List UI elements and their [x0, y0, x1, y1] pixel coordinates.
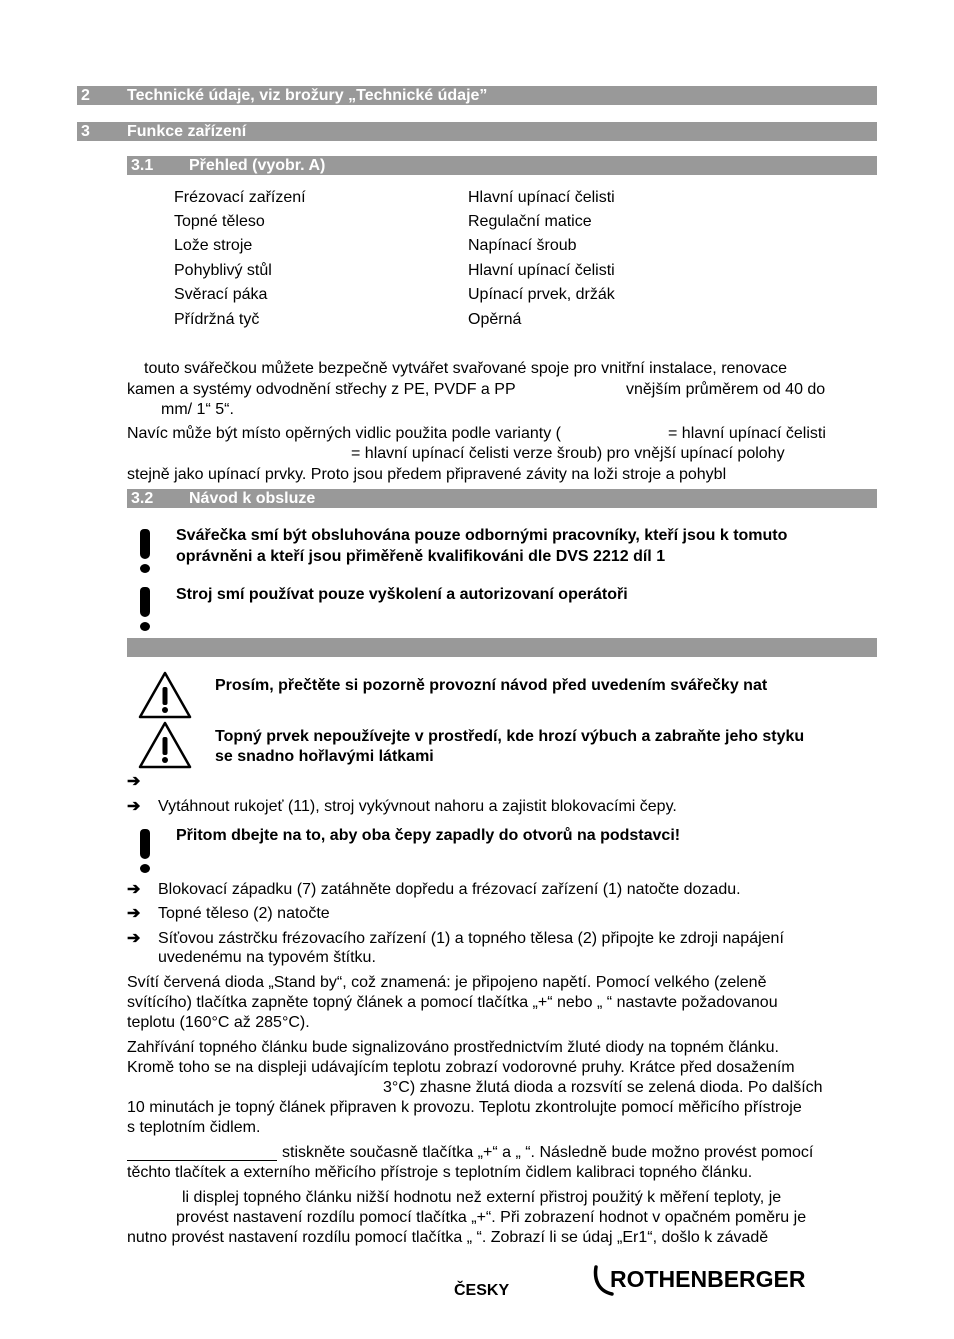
body-paragraph-line: teplotu (160°C až 285°C).	[127, 1014, 310, 1031]
intro-paragraph-line: stejně jako upínací prvky. Proto jsou předem připravené závity na loži stroje a pohybl	[127, 466, 727, 483]
intro-paragraph-line: Navíc může být místo opěrných vidlic použita podle varianty (	[127, 425, 561, 442]
overview-right-item: Opěrná	[468, 311, 522, 328]
intro-paragraph-line: vnějším průměrem od 40 do	[626, 381, 826, 398]
section-separator-bar	[127, 638, 877, 657]
section-3-1-number: 3.1	[131, 157, 154, 174]
warning-text-line: Prosím, přečtěte si pozorně provozní návod před uvedením svářečky nat	[215, 677, 768, 694]
step-text: Síťovou zástrčku frézovacího zařízení (1) a topného tělesa (2) připojte ke zdroji napájení	[158, 930, 784, 947]
intro-paragraph-line: touto svářečkou můžete bezpečně vytvářet svařované spoje pro vnitřní instalace, renovace	[144, 360, 788, 377]
body-paragraph-line: těchto tlačítek a externího měřicího přístroje s teplotním čidlem kalibraci topného článku.	[127, 1164, 753, 1181]
body-paragraph-line: nutno provést nastavení rozdílu pomocí tlačítka „ “. Zobrazí li se údaj „Er1“, došlo k závadě	[127, 1229, 769, 1246]
section-3-header	[77, 122, 877, 141]
section-3-2-number: 3.2	[131, 490, 154, 507]
body-paragraph-line: 10 minutách je topný článek připraven k provozu. Teplotu zkontrolujte pomocí měřicího přístroje	[127, 1099, 802, 1116]
warning-text-line: oprávněni a kteří jsou přiměřeně kvalifikováni dle DVS 2212 díl 1	[176, 548, 666, 565]
body-paragraph-line: svítícího) tlačítka zapněte topný článek a pomocí tlačítka „+“ nebo „ “ nastavte požadovanou	[127, 994, 778, 1011]
rothenberger-logo-icon	[592, 1263, 830, 1299]
section-2-number: 2	[81, 87, 90, 104]
warning-text-line: Přitom dbejte na to, aby oba čepy zapadly do otvorů na podstavci!	[176, 827, 681, 844]
intro-paragraph-line: = hlavní upínací čelisti verze šroub) pro vnější upínací polohy	[351, 445, 785, 462]
section-3-2-title: Návod k obsluze	[189, 490, 316, 507]
step-text: Vytáhnout rukojeť (11), stroj vykývnout nahoru a zajistit blokovacími čepy.	[158, 798, 677, 815]
warning-text-line: Svářečka smí být obsluhována pouze odbornými pracovníky, kteří jsou k tomuto	[176, 527, 788, 544]
warning-triangle-icon	[137, 670, 193, 720]
intro-paragraph-line: mm/ 1“ 5“.	[161, 401, 234, 418]
body-paragraph-line: 3°C) zhasne žlutá dioda a rozsvítí se zelená dioda. Po dalších	[383, 1079, 823, 1096]
warning-triangle-icon	[137, 720, 193, 770]
overview-left-item: Přídržná tyč	[174, 311, 260, 328]
step-text: Topné těleso (2) natočte	[158, 905, 330, 922]
warning-text-line: Stroj smí používat pouze vyškolení a autorizovaní operátoři	[176, 586, 628, 603]
body-paragraph-line: Kromě toho se na displeji udávajícím teplotu zobrazí vodorovné pruhy. Krátce před dosažením	[127, 1059, 795, 1076]
section-3-title: Funkce zařízení	[127, 123, 247, 140]
arrow-right-icon: ➔	[127, 773, 141, 790]
overview-right-item: Hlavní upínací čelisti	[468, 189, 615, 206]
overview-left-item: Pohyblivý stůl	[174, 262, 272, 279]
body-paragraph-line: s teplotním čidlem.	[127, 1119, 261, 1136]
overview-right-item: Upínací prvek, držák	[468, 286, 615, 303]
overview-left-item: Lože stroje	[174, 237, 253, 254]
overview-left-item: Topné těleso	[174, 213, 265, 230]
arrow-right-icon: ➔	[127, 930, 141, 947]
intro-paragraph-line: kamen a systémy odvodnění střechy z PE, PVDF a PP	[127, 381, 516, 398]
section-2-header	[77, 86, 877, 105]
section-3-number: 3	[81, 123, 90, 140]
exclamation-icon	[138, 529, 152, 575]
overview-right-item: Napínací šroub	[468, 237, 577, 254]
body-paragraph-line: provést nastavení rozdílu pomocí tlačítka „+“. Při zobrazení hodnot v opačném poměru je	[176, 1209, 807, 1226]
exclamation-icon	[138, 587, 152, 633]
section-2-title: Technické údaje, viz brožury „Technické údaje”	[127, 87, 488, 104]
section-3-2-header	[127, 489, 877, 508]
arrow-right-icon: ➔	[127, 905, 141, 922]
intro-paragraph-line: = hlavní upínací čelisti	[668, 425, 826, 442]
body-paragraph-line: stiskněte současně tlačítka „+“ a „ “. Následně bude možno provést pomocí	[282, 1144, 814, 1161]
body-paragraph-line: Svítí červená dioda „Stand by“, což znamená: je připojeno napětí. Pomocí velkého (zeleně	[127, 974, 767, 991]
arrow-right-icon: ➔	[127, 881, 141, 898]
exclamation-icon	[138, 829, 152, 875]
overview-right-item: Regulační matice	[468, 213, 592, 230]
body-paragraph-line: li displej topného článku nižší hodnotu než externí přistroj použitý k měření teploty, je	[182, 1189, 782, 1206]
section-3-1-header	[127, 156, 877, 175]
underline-blank	[127, 1160, 277, 1161]
step-text: uvedenému na typovém štítku.	[158, 949, 376, 966]
overview-left-item: Frézovací zařízení	[174, 189, 306, 206]
footer-language: ČESKY	[454, 1282, 510, 1299]
warning-text-line: se snadno hořlavými látkami	[215, 748, 434, 765]
warning-text-line: Topný prvek nepoužívejte v prostředí, kde hrozí výbuch a zabraňte jeho styku	[215, 728, 805, 745]
section-3-1-title: Přehled (vyobr. A)	[189, 157, 326, 174]
step-text: Blokovací západku (7) zatáhněte dopředu a frézovací zařízení (1) natočte dozadu.	[158, 881, 741, 898]
arrow-right-icon: ➔	[127, 798, 141, 815]
overview-left-item: Svěrací páka	[174, 286, 268, 303]
overview-right-item: Hlavní upínací čelisti	[468, 262, 615, 279]
body-paragraph-line: Zahřívání topného článku bude signalizováno prostřednictvím žluté diody na topném článku.	[127, 1039, 779, 1056]
footer-brand: ROTHENBERGER	[610, 1266, 806, 1292]
